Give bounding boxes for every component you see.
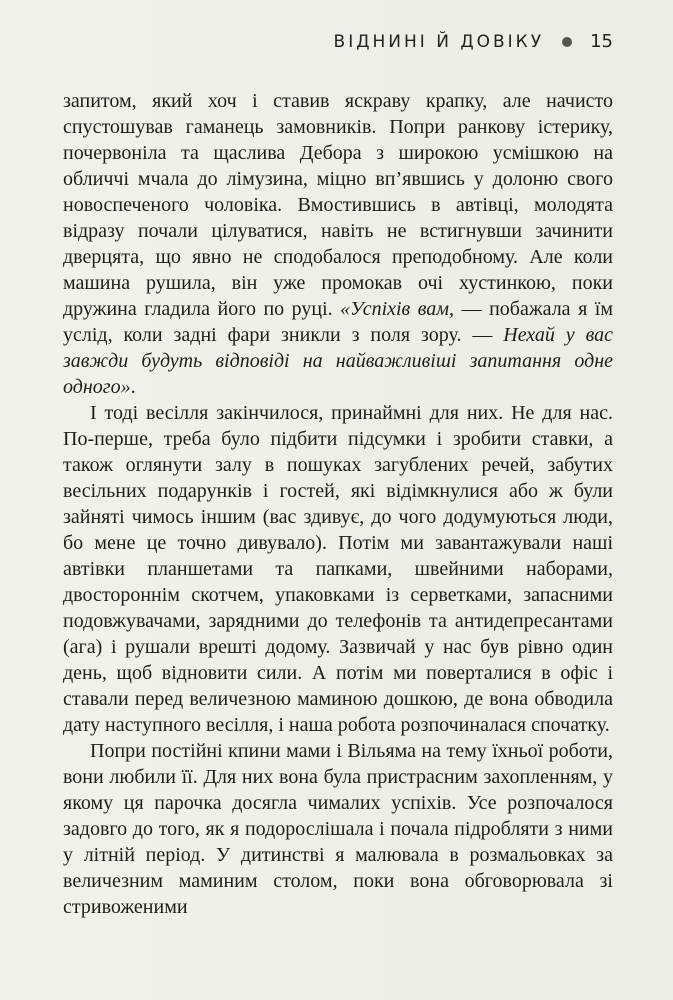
italic-segment: «Успіхів вам, [340,298,455,320]
text-segment: Попри постійні кпини мами і Вільяма на тему їхньої роботи, вони любили її. Для них вона була пристрасним захопленням, у якому ця парочка досягла чималих успіхів. Усе розпочалося задовго до того, як я подорослішала і почала підробляти з ними у літній період. У дитинстві я малювала в розмальовках за величезним маминим столом, поки вона обговорювала зі стривоженими [63,740,613,918]
bullet-dot-icon [562,37,572,47]
text-segment: — побажала я їм услід, коли задні фари зникли з поля зору. — [63,298,613,346]
paragraph-3 [63,738,613,920]
italic-segment: Нехай у вас завжди будуть відповіді на найважливіші запитання одне одного» [63,324,614,398]
body-text [63,88,613,920]
text-segment: запитом, який хоч і ставив яскраву крапку, але начисто спустошував гаманець замовників. Попри ранкову істерику, почервоніла та щаслива Дебора з широкою усмішкою на обличчі мчала до лімузина, міцно вп’явшись у долоню свого новоспеченого чоловіка. Вмостившись в автівці, молодята відразу почали цілуватися, навіть не встигнувши зачинити дверцята, що явно не сподобалося преподобному. Але коли машина рушила, він уже промокав очі хустинкою, поки дружина гладила його по руці. [63,90,613,320]
text-segment: . [130,376,136,398]
running-title: ВІДНИНІ Й ДОВІКУ [333,31,545,52]
page-header [334,31,613,52]
text-segment: І тоді весілля закінчилося, принаймні для них. Не для нас. По-перше, треба було підбити підсумки і зробити ставки, а також оглянути залу в пошуках загублених речей, забутих весільних подарунків і гостей, які відімкнулися або ж були зайняті чимось іншим (вас здивує, до чого додумуються люди, бо мене це точно дивувало). Потім ми завантажували наші автівки планшетами та папками, швейними наборами, двостороннім скотчем, упаковками із серветками, запасними подовжувачами, зарядними до телефонів та антидепресантами (ага) і рушали врешті додому. Зазвичай у нас був рівно один день, щоб відновити сили. А потім ми поверталися в офіс і ставали перед величезною маминою дошкою, де вона обводила дату наступного весілля, і наша робота розпочиналася спочатку. [63,402,613,736]
paragraph-1 [63,88,613,400]
page-number: 15 [590,31,613,52]
paragraph-2 [63,400,613,738]
